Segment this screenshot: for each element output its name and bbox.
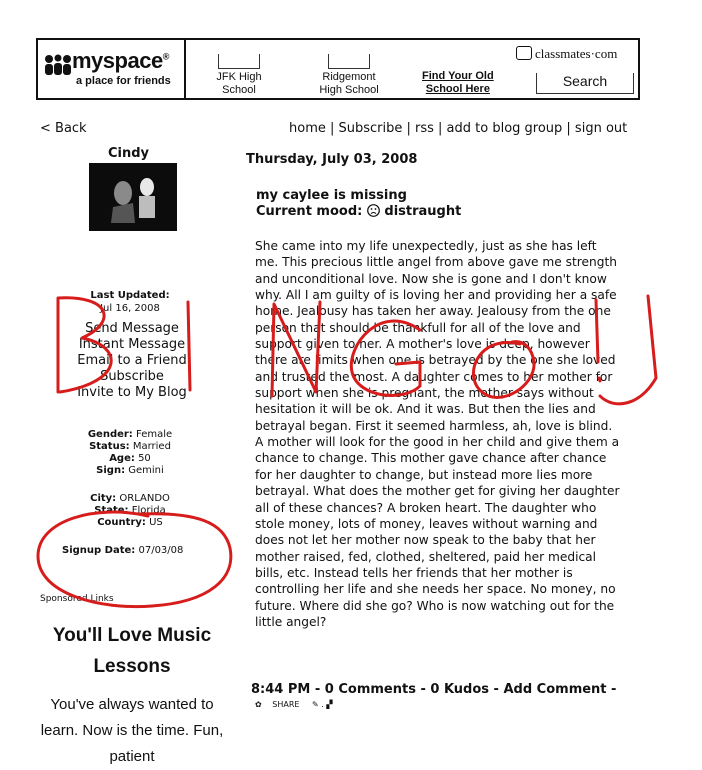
email-friend-link[interactable]: Email to a Friend (77, 353, 187, 368)
instant-message-link[interactable]: Instant Message (78, 337, 186, 352)
school-link-ridgemont[interactable]: Ridgemont High School (308, 54, 390, 97)
send-message-link[interactable]: Send Message (85, 321, 179, 336)
logo-word: myspace® (72, 48, 169, 73)
school-link-jfk[interactable]: JFK High School (206, 54, 272, 97)
last-updated: Last Updated: Jul 16, 2008 (90, 290, 170, 314)
myspace-logo[interactable] (38, 40, 186, 98)
logo-tagline: a place for friends (76, 75, 171, 87)
post-title: my caylee is missing (256, 188, 407, 203)
sad-face-icon (367, 204, 380, 217)
invite-blog-link[interactable]: Invite to My Blog (77, 385, 187, 400)
profile-location: City: ORLANDO State: Florida Country: US (90, 493, 170, 528)
sponsored-links-label: Sponsored Links (40, 594, 114, 604)
top-banner (36, 38, 640, 100)
post-header (256, 188, 461, 220)
back-link[interactable]: < Back (40, 121, 87, 136)
post-footer[interactable]: 8:44 PM - 0 Comments - 0 Kudos - Add Comment - (251, 682, 617, 697)
post-date: Thursday, July 03, 2008 (246, 152, 418, 167)
post-body: She came into my life unexpectedly, just as she has left me. This precious little angel from above gave me strength and unconditional love. Now she is gone and I don't know why. All I am guilty of is loving her and providing her a safe home. Jealousy has taken her away. Jealousy from the one person that should be thankfull for all of the love and support given to her. A mother's love is deep, however there are limits when one is betrayed by the one she loved and trusted the most. A daughter comes to her mother for support when she is pregnant, the mother says without hesitation it will be ok. And it was. But then the lies and betrayal began. First it seemed harmless, ah, love is blind. A mother will look for the good in her child and give them a chance to change. This mother gave chance after chance for her daughter to change, but instead more lies more betrayal. What does the mother get for giving her daughter all of these chances? A broken heart. The daughter who stole money, lots of money, leaves without warning and does not let her mother now speak to the baby that her mother raised, fed, clothed, sheltered, paid her medical bills, etc. Instead tells her friends that her mother is controlling her life and she needs her space. No money, no future. Where did she go? Who is now watching out for the little angel? (255, 239, 620, 629)
profile-photo[interactable] (89, 163, 177, 231)
share-icon: ✿ (255, 700, 262, 709)
find-school-link[interactable]: Find Your Old School Here (422, 70, 494, 95)
social-icons: ✎ . ▞ (311, 700, 333, 709)
profile-menu (68, 321, 196, 401)
blog-nav-links[interactable]: home | Subscribe | rss | add to blog group | sign out (289, 121, 628, 136)
classmates-icon (516, 46, 532, 60)
classmates-logo[interactable]: classmates·com (516, 46, 617, 62)
share-bar[interactable]: ✿ SHARE ✎ . ▞ (255, 700, 333, 709)
ad-title[interactable]: You'll Love Music Lessons (52, 625, 212, 677)
profile-stats: Gender: Female Status: Married Age: 50 Sign: Gemini (87, 429, 173, 476)
subscribe-link[interactable]: Subscribe (100, 369, 164, 384)
search-button[interactable]: Search (536, 73, 634, 94)
ad-body[interactable]: You've always wanted to learn. Now is the time. Fun, patient (40, 696, 224, 765)
post-mood: Current mood: distraught (256, 204, 462, 219)
photo-image (89, 163, 177, 231)
signup-date: Signup Date: 07/03/08 (62, 545, 184, 556)
profile-name[interactable]: Cindy (108, 146, 150, 161)
people-icon (44, 54, 72, 76)
